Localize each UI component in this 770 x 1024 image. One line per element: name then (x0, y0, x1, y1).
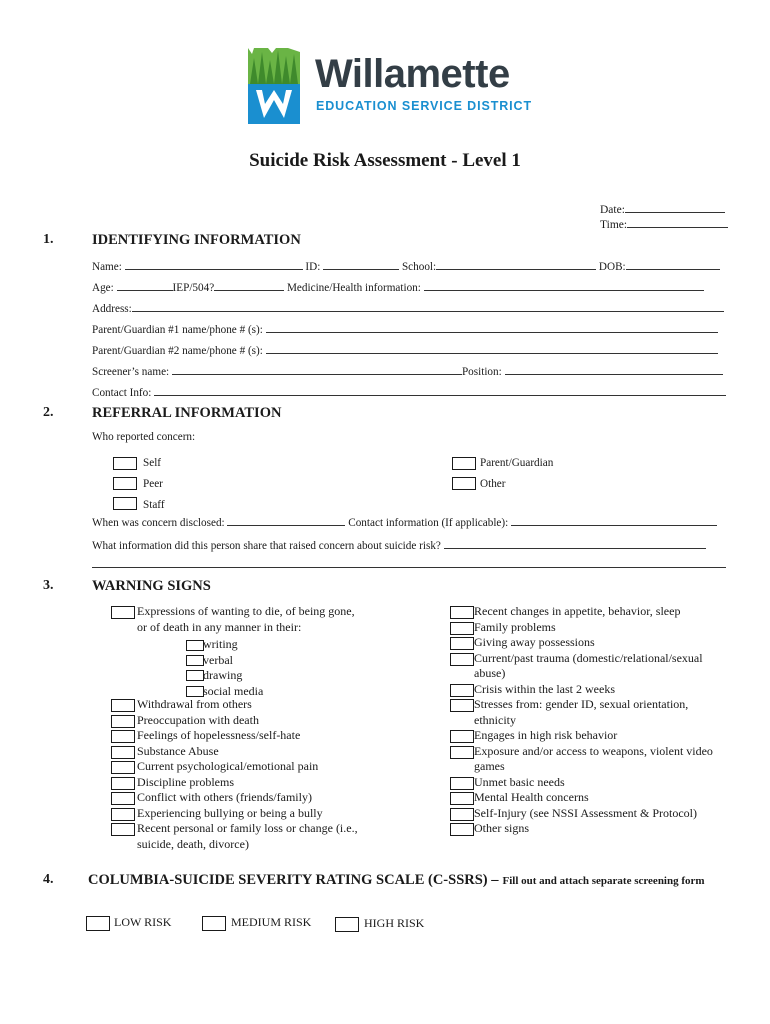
label-mental-health: Mental Health concerns (474, 790, 589, 804)
section-1-number: 1. (43, 232, 54, 247)
label-verbal: verbal (203, 653, 233, 667)
checkbox-social-media[interactable] (186, 686, 204, 697)
medicine-label: Medicine/Health information: (286, 282, 421, 294)
position-label: Position: (461, 366, 502, 378)
checkbox-substance-abuse[interactable] (111, 746, 135, 759)
label-bullying: Experiencing bullying or being a bully (137, 806, 323, 820)
label-giving-away: Giving away possessions (474, 635, 595, 649)
checkbox-self[interactable] (113, 457, 137, 470)
dob-input[interactable] (626, 258, 720, 270)
checkbox-giving-away[interactable] (450, 637, 474, 650)
time-field (600, 216, 728, 231)
checkbox-medium-risk[interactable] (202, 916, 226, 931)
label-self: Self (143, 457, 162, 469)
page-title: Suicide Risk Assessment - Level 1 (249, 150, 521, 171)
checkbox-emotional-pain[interactable] (111, 761, 135, 774)
position-input[interactable] (505, 363, 723, 375)
school-label: School: (401, 261, 437, 273)
label-high-risk: HIGH RISK (364, 916, 425, 930)
label-preoccupation: Preoccupation with death (137, 713, 259, 727)
checkbox-writing[interactable] (186, 640, 204, 651)
label-stresses-line2: ethnicity (474, 713, 516, 727)
label-exposure-line2: games (474, 759, 505, 773)
label-crisis: Crisis within the last 2 weeks (474, 682, 615, 696)
label-unmet-needs: Unmet basic needs (474, 775, 565, 789)
checkbox-parent-guardian[interactable] (452, 457, 476, 470)
checkbox-crisis[interactable] (450, 684, 474, 697)
row-what-info (92, 537, 706, 552)
checkbox-preoccupation[interactable] (111, 715, 135, 728)
checkbox-hopelessness[interactable] (111, 730, 135, 743)
row-parent2 (92, 342, 718, 357)
checkbox-other[interactable] (452, 477, 476, 490)
age-label: Age: (92, 282, 114, 294)
date-field (600, 201, 725, 216)
label-social-media: social media (203, 684, 264, 698)
checkbox-mental-health[interactable] (450, 792, 474, 805)
section-4-title: COLUMBIA-SUICIDE SEVERITY RATING SCALE (C-SSRS) – (88, 872, 499, 888)
label-medium-risk: MEDIUM RISK (231, 915, 312, 929)
medicine-input[interactable] (424, 279, 704, 291)
label-staff: Staff (143, 499, 165, 511)
what-info-input-line-2[interactable] (92, 567, 726, 568)
checkbox-drawing[interactable] (186, 670, 204, 681)
checkbox-bullying[interactable] (111, 808, 135, 821)
label-loss-line2: suicide, death, divorce) (137, 837, 249, 851)
org-subtitle: EDUCATION SERVICE DISTRICT (316, 99, 533, 113)
checkbox-discipline[interactable] (111, 777, 135, 790)
logo-trees-icon (248, 48, 300, 84)
label-writing: writing (203, 637, 238, 651)
label-drawing: drawing (203, 668, 243, 682)
when-label: When was concern disclosed: (92, 517, 225, 529)
checkbox-high-risk[interactable] (335, 917, 359, 932)
school-input[interactable] (436, 258, 596, 270)
checkbox-withdrawal[interactable] (111, 699, 135, 712)
iep-label: IEP/504? (172, 282, 215, 294)
iep-input[interactable] (214, 279, 284, 291)
label-hopelessness: Feelings of hopelessness/self-hate (137, 728, 301, 742)
checkbox-staff[interactable] (113, 497, 137, 510)
section-3-title: WARNING SIGNS (92, 578, 211, 594)
checkbox-expressions[interactable] (111, 606, 135, 619)
time-input[interactable] (627, 216, 728, 228)
id-label: ID: (305, 261, 321, 273)
checkbox-exposure[interactable] (450, 746, 474, 759)
label-peer: Peer (143, 478, 163, 490)
parent1-label: Parent/Guardian #1 name/phone # (s): (92, 324, 263, 336)
row-name-id-school-dob (92, 258, 720, 273)
label-withdrawal: Withdrawal from others (137, 697, 252, 711)
id-input[interactable] (323, 258, 399, 270)
name-input[interactable] (125, 258, 303, 270)
what-info-label: What information did this person share that raised concern about suicide risk? (92, 540, 441, 552)
label-expressions-line1: Expressions of wanting to die, of being gone, (137, 604, 355, 618)
contact-input[interactable] (154, 384, 726, 396)
row-parent1 (92, 321, 718, 336)
label-low-risk: LOW RISK (114, 915, 172, 929)
label-discipline: Discipline problems (137, 775, 234, 789)
label-other-signs: Other signs (474, 821, 529, 835)
section-4-number: 4. (43, 872, 54, 887)
parent2-label: Parent/Guardian #2 name/phone # (s): (92, 345, 263, 357)
label-high-risk-behavior: Engages in high risk behavior (474, 728, 618, 742)
checkbox-trauma[interactable] (450, 653, 474, 666)
checkbox-family-problems[interactable] (450, 622, 474, 635)
label-emotional-pain: Current psychological/emotional pain (137, 759, 319, 773)
label-loss-line1: Recent personal or family loss or change (i.e., (137, 821, 358, 835)
section-4-heading (88, 871, 705, 889)
checkbox-high-risk-behavior[interactable] (450, 730, 474, 743)
label-other: Other (480, 478, 506, 490)
name-label: Name: (92, 261, 122, 273)
label-appetite: Recent changes in appetite, behavior, sleep (474, 604, 681, 618)
label-parent-guardian: Parent/Guardian (480, 457, 554, 469)
parent1-input[interactable] (266, 321, 718, 333)
address-label: Address: (92, 303, 132, 315)
section-1-title: IDENTIFYING INFORMATION (92, 232, 301, 248)
checkbox-stresses[interactable] (450, 699, 474, 712)
checkbox-peer[interactable] (113, 477, 137, 490)
checkbox-loss[interactable] (111, 823, 135, 836)
checkbox-other-signs[interactable] (450, 823, 474, 836)
date-input[interactable] (625, 201, 725, 213)
org-name: Willamette (315, 52, 510, 96)
checkbox-low-risk[interactable] (86, 916, 110, 931)
what-info-input[interactable] (444, 537, 706, 549)
row-when-contact (92, 514, 717, 529)
label-trauma-line1: Current/past trauma (domestic/relational/sexual (474, 651, 703, 665)
section-3-number: 3. (43, 578, 54, 593)
checkbox-verbal[interactable] (186, 655, 204, 666)
dob-label: DOB: (598, 261, 626, 273)
time-label: Time: (600, 219, 628, 231)
address-input[interactable] (132, 300, 724, 312)
logo-w-mark-icon (248, 84, 300, 124)
checkbox-self-injury[interactable] (450, 808, 474, 821)
label-exposure-line1: Exposure and/or access to weapons, violent video (474, 744, 713, 758)
label-trauma-line2: abuse) (474, 666, 506, 680)
row-contact (92, 384, 726, 399)
section-2-title: REFERRAL INFORMATION (92, 405, 282, 421)
label-self-injury: Self-Injury (see NSSI Assessment & Protocol) (474, 806, 697, 820)
label-expressions-line2: or of death in any manner in their: (137, 620, 302, 634)
contact-info-label: Contact information (If applicable): (348, 517, 509, 529)
label-substance-abuse: Substance Abuse (137, 744, 219, 758)
row-screener-position (92, 363, 723, 378)
age-input[interactable] (117, 279, 173, 291)
contact-info-input[interactable] (511, 514, 717, 526)
who-reported-label: Who reported concern: (92, 431, 196, 443)
checkbox-conflict[interactable] (111, 792, 135, 805)
checkbox-unmet-needs[interactable] (450, 777, 474, 790)
row-address (92, 300, 724, 315)
label-stresses-line1: Stresses from: gender ID, sexual orientation, (474, 697, 689, 711)
row-age-iep-medicine (92, 279, 704, 294)
date-label: Date: (600, 204, 625, 216)
section-4-subtitle: Fill out and attach separate screening form (502, 875, 705, 887)
parent2-input[interactable] (266, 342, 718, 354)
when-input[interactable] (227, 514, 345, 526)
contact-label: Contact Info: (92, 387, 152, 399)
label-family-problems: Family problems (474, 620, 556, 634)
checkbox-appetite[interactable] (450, 606, 474, 619)
screener-label: Screener’s name: (92, 366, 170, 378)
section-2-number: 2. (43, 405, 54, 420)
label-conflict: Conflict with others (friends/family) (137, 790, 312, 804)
screener-input[interactable] (172, 363, 462, 375)
